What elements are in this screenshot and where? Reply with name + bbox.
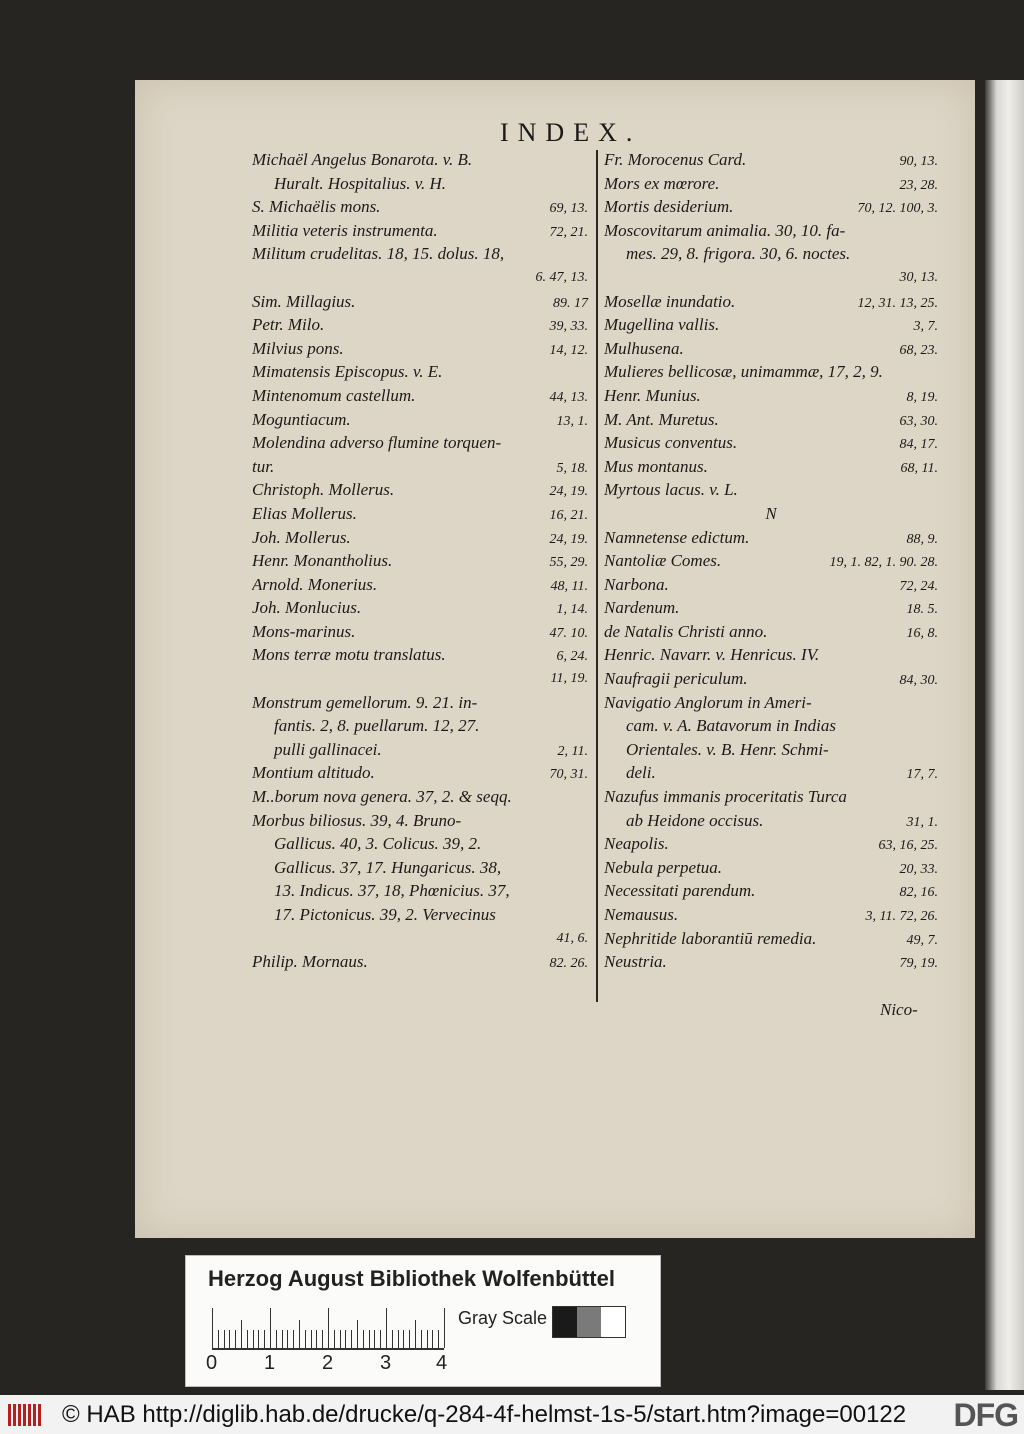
index-entry-text: Molendina adverso flumine torquen- <box>252 433 502 453</box>
index-entry-ref: 6. 47, 13. <box>535 269 588 285</box>
index-entry-ref: 82, 16. <box>899 885 938 901</box>
index-entry <box>604 856 938 880</box>
ruler-number: 2 <box>322 1352 334 1374</box>
ruler-number: 1 <box>264 1352 276 1374</box>
index-entry-ref: 8, 19. <box>906 389 938 405</box>
index-entry <box>604 195 938 219</box>
ruler-tick <box>403 1330 404 1348</box>
index-entry <box>604 478 938 502</box>
index-entry-text: Mors ex mœrore. <box>604 173 720 193</box>
index-entry <box>604 879 938 903</box>
ruler-tick <box>229 1330 230 1348</box>
index-entry-text: Myrtous lacus. v. L. <box>604 480 738 500</box>
index-entry <box>604 337 938 361</box>
index-entry <box>252 172 588 196</box>
index-entry-text: 13. Indicus. 37, 18, Phœnicius. 37, <box>274 881 510 901</box>
index-entry <box>604 384 938 408</box>
index-entry-text: Nantoliæ Comes. <box>604 551 722 571</box>
index-entry-text: Neapolis. <box>604 834 669 854</box>
index-entry <box>604 785 938 809</box>
index-entry-ref: 72, 24. <box>899 578 938 594</box>
index-entry-ref: 44, 13. <box>549 389 588 405</box>
index-entry-text: Moscovitarum animalia. 30, 10. fa- <box>604 220 846 240</box>
index-entry-ref: 39, 33. <box>549 319 588 335</box>
index-entry <box>604 927 938 951</box>
index-entry <box>252 549 588 573</box>
index-entry-ref: 20, 33. <box>899 861 938 877</box>
index-entry <box>604 596 938 620</box>
index-entry-text: Mimatensis Episcopus. v. E. <box>252 362 443 382</box>
index-entry-ref: 31, 1. <box>906 814 938 830</box>
ruler-tick <box>270 1308 271 1348</box>
index-entry <box>604 526 938 550</box>
index-entry-text: M. Ant. Muretus. <box>604 409 719 429</box>
ruler-tick <box>345 1330 346 1348</box>
index-entry <box>252 667 588 691</box>
ruler-tick <box>218 1330 219 1348</box>
ruler-tick <box>369 1330 370 1348</box>
ruler-tick <box>224 1330 225 1348</box>
grayscale-swatches <box>552 1306 626 1338</box>
index-entry-text: Orientales. v. B. Henr. Schmi- <box>626 739 829 759</box>
hab-logo-icon <box>8 1402 52 1428</box>
index-entry-text: 17. Pictonicus. 39, 2. Vervecinus <box>274 905 496 924</box>
copyright-link[interactable]: © HAB http://diglib.hab.de/drucke/q-284-4f-helmst-1s-5/start.htm?image=00122 <box>62 1400 907 1428</box>
index-column-right <box>604 148 938 974</box>
index-entry <box>252 290 588 314</box>
index-entry-text: Sim. Millagius. <box>252 291 356 311</box>
index-entry <box>252 478 588 502</box>
ruler-tick <box>293 1330 294 1348</box>
ruler-tick <box>253 1330 254 1348</box>
index-entry-ref: 23, 28. <box>899 177 938 193</box>
index-entry-ref: 6, 24. <box>556 649 588 665</box>
index-entry <box>252 761 588 785</box>
index-entry-text: Mulieres bellicosæ, unimammæ, 17, 2, 9. <box>604 362 883 382</box>
index-entry-text: Philip. Mornaus. <box>252 952 368 972</box>
index-entry <box>252 832 588 856</box>
index-entry-text: Nazufus immanis proceritatis Turca <box>604 787 847 807</box>
index-entry <box>604 266 938 290</box>
index-entry <box>252 408 588 432</box>
index-entry <box>604 431 938 455</box>
index-entry <box>604 691 938 715</box>
index-entry <box>252 431 588 455</box>
index-entry <box>252 691 588 715</box>
index-entry-ref: 2, 11. <box>557 743 588 759</box>
index-entry-text: Narbona. <box>604 574 669 594</box>
ruler-tick <box>380 1330 381 1348</box>
index-entry-text: M..borum nova genera. 37, 2. & seqq. <box>252 787 512 807</box>
index-entry-text: Militum crudelitas. 18, 15. dolus. 18, <box>252 244 505 264</box>
index-entry-text: Joh. Mollerus. <box>252 527 351 547</box>
ruler-tick <box>212 1308 213 1348</box>
index-entry-text: Moguntiacum. <box>252 409 351 429</box>
ruler-tick <box>432 1330 433 1348</box>
index-entry <box>252 809 588 833</box>
index-entry <box>252 455 588 479</box>
index-entry-ref: 18. 5. <box>906 602 938 618</box>
ruler-tick <box>421 1330 422 1348</box>
ruler-tick <box>374 1330 375 1348</box>
ruler-tick <box>282 1330 283 1348</box>
index-entry-text: Nardenum. <box>604 598 680 618</box>
index-entry <box>604 738 938 762</box>
footer-bar <box>0 1395 1024 1434</box>
index-entry <box>252 313 588 337</box>
ruler-tick <box>351 1330 352 1348</box>
index-entry-text: Navigatio Anglorum in Ameri- <box>604 692 812 712</box>
index-entry <box>604 455 938 479</box>
index-entry-text: Milvius pons. <box>252 338 344 358</box>
index-entry-ref: 84, 17. <box>899 437 938 453</box>
index-entry-ref: 79, 19. <box>899 956 938 972</box>
index-entry <box>604 502 938 526</box>
index-entry <box>252 903 588 927</box>
index-entry-ref: 24, 19. <box>549 531 588 547</box>
index-entry-text: fantis. 2, 8. puellarum. 12, 27. <box>274 716 480 736</box>
index-entry <box>604 360 938 384</box>
index-entry <box>252 384 588 408</box>
ruler-number: 4 <box>436 1352 448 1374</box>
index-entry-ref: 69, 13. <box>549 201 588 217</box>
index-entry-text: mes. 29, 8. frigora. 30, 6. noctes. <box>626 244 851 264</box>
index-entry-ref: 12, 31. 13, 25. <box>857 295 938 311</box>
index-entry-ref: 49, 7. <box>906 932 938 948</box>
index-entry <box>252 738 588 762</box>
index-entry-text: Gallicus. 40, 3. Colicus. 39, 2. <box>274 834 482 854</box>
ruler-tick <box>316 1330 317 1348</box>
index-entry <box>252 879 588 903</box>
index-entry-ref: 89. 17 <box>553 295 588 311</box>
ruler-number: 0 <box>206 1352 218 1374</box>
index-entry <box>252 148 588 172</box>
index-entry <box>252 266 588 290</box>
index-entry-ref: 3, 11. 72, 26. <box>865 909 938 924</box>
index-entry-text: Mosellæ inundatio. <box>604 291 736 311</box>
index-entry <box>252 714 588 738</box>
index-entry <box>604 172 938 196</box>
index-entry-ref: 68, 11. <box>900 460 938 476</box>
index-entry-text: Militia veteris instrumenta. <box>252 220 438 240</box>
index-entry <box>604 290 938 314</box>
index-entry <box>604 573 938 597</box>
index-entry-ref: 14, 12. <box>549 342 588 358</box>
index-entry-text: Mus montanus. <box>604 456 708 476</box>
ruler-tick <box>392 1330 393 1348</box>
index-entry-text: Elias Mollerus. <box>252 503 357 523</box>
index-entry-text: Naufragii periculum. <box>604 669 748 689</box>
index-entry-text: Gallicus. 37, 17. Hungaricus. 38, <box>274 857 502 877</box>
index-entry-ref: 47. 10. <box>549 625 588 641</box>
index-entry-ref: 55, 29. <box>549 555 588 571</box>
index-entry-text: Mortis desiderium. <box>604 197 734 217</box>
index-entry-ref: 16, 21. <box>549 507 588 523</box>
index-entry-text: Mugellina vallis. <box>604 315 720 335</box>
index-entry-ref: 72, 21. <box>549 224 588 240</box>
index-entry <box>252 620 588 644</box>
index-entry-text: Nemausus. <box>604 905 679 924</box>
index-entry <box>252 573 588 597</box>
index-entry-text: Neustria. <box>604 952 667 972</box>
index-entry-text: Nephritide laborantiū remedia. <box>604 928 817 948</box>
index-entry <box>252 643 588 667</box>
index-entry <box>604 667 938 691</box>
index-entry <box>252 219 588 243</box>
index-entry-ref: 63, 30. <box>899 413 938 429</box>
dfg-logo: DFG <box>953 1397 1018 1433</box>
index-entry <box>604 242 938 266</box>
ruler-tick <box>235 1330 236 1348</box>
grayscale-label: Gray Scale <box>458 1308 548 1328</box>
index-entry <box>604 761 938 785</box>
ruler-tick <box>241 1320 242 1348</box>
index-entry-text: Mintenomum castellum. <box>252 385 416 405</box>
ruler-tick <box>305 1330 306 1348</box>
index-entry-text: Petr. Milo. <box>252 315 325 335</box>
index-entry-text: cam. v. A. Batavorum in Indias <box>626 716 836 736</box>
index-entry-text: Morbus biliosus. 39, 4. Bruno- <box>252 810 462 830</box>
index-entry-ref: 90, 13. <box>899 154 938 169</box>
index-entry <box>604 950 938 974</box>
index-entry <box>604 832 938 856</box>
index-entry-text: Huralt. Hospitalius. v. H. <box>274 173 447 193</box>
index-entry-text: Henr. Munius. <box>604 385 701 405</box>
column-divider <box>596 150 598 1002</box>
index-entry-text: Michaël Angelus Bonarota. v. B. <box>252 150 473 169</box>
index-column-left <box>252 148 588 974</box>
index-entry-text: pulli gallinacei. <box>274 739 382 759</box>
index-entry-text: Henric. Navarr. v. Henricus. IV. <box>604 645 820 665</box>
index-entry <box>252 337 588 361</box>
index-entry-text: ab Heidone occisus. <box>626 810 764 830</box>
measurement-ruler <box>212 1306 444 1350</box>
index-entry <box>252 927 588 951</box>
index-entry <box>252 195 588 219</box>
index-entry-ref: 30, 13. <box>899 269 938 285</box>
index-entry-text: deli. <box>626 763 656 783</box>
index-entry-text: Joh. Monlucius. <box>252 598 362 618</box>
ruler-tick <box>386 1308 387 1348</box>
index-entry-ref: 17, 7. <box>906 767 938 783</box>
ruler-tick <box>247 1330 248 1348</box>
ruler-tick <box>409 1330 410 1348</box>
index-entry <box>604 148 938 172</box>
index-entry-text: Musicus conventus. <box>604 433 738 453</box>
index-entry-ref: 1, 14. <box>556 602 588 618</box>
index-entry-text: Monstrum gemellorum. 9. 21. in- <box>252 692 478 712</box>
index-entry-ref: 70, 12. 100, 3. <box>857 201 938 217</box>
index-entry-text: Mons-marinus. <box>252 621 356 641</box>
index-entry-ref: 5, 18. <box>556 460 588 476</box>
index-entry-ref: 11, 19. <box>550 671 588 687</box>
index-entry-ref: 82. 26. <box>549 956 588 972</box>
index-entry <box>604 313 938 337</box>
catchword: Nico- <box>880 1000 918 1019</box>
library-name: Herzog August Bibliothek Wolfenbüttel <box>208 1266 615 1291</box>
index-entry-ref: 88, 9. <box>906 531 938 547</box>
index-entry <box>252 596 588 620</box>
ruler-tick <box>287 1330 288 1348</box>
ruler-number: 3 <box>380 1352 392 1374</box>
index-entry-text: Mulhusena. <box>604 338 684 358</box>
index-entry <box>252 785 588 809</box>
index-entry-text: Montium altitudo. <box>252 763 375 783</box>
ruler-tick <box>415 1320 416 1348</box>
index-entry <box>604 408 938 432</box>
page-edge-strip <box>985 80 1024 1390</box>
page-title: INDEX. <box>500 118 642 147</box>
index-entry <box>252 242 588 266</box>
ruler-tick <box>398 1330 399 1348</box>
index-entry-text: N <box>765 503 777 523</box>
index-entry-ref: 24, 19. <box>549 484 588 500</box>
ruler-tick <box>363 1330 364 1348</box>
grayscale-swatch <box>553 1307 577 1337</box>
ruler-tick <box>276 1330 277 1348</box>
index-entry <box>604 903 938 927</box>
index-entry <box>252 526 588 550</box>
index-entry-ref: 19, 1. 82, 1. 90. 28. <box>829 555 938 571</box>
index-entry-text: Fr. Morocenus Card. <box>604 150 747 169</box>
ruler-tick <box>328 1308 329 1348</box>
index-entry <box>252 950 588 974</box>
color-calibration-card <box>185 1255 661 1387</box>
grayscale-swatch <box>601 1307 625 1337</box>
index-entry-ref: 41, 6. <box>556 930 588 946</box>
index-entry-text: de Natalis Christi anno. <box>604 621 768 641</box>
index-entry <box>604 620 938 644</box>
index-entry-text: Namnetense edictum. <box>604 527 750 547</box>
index-entry-text: Mons terræ motu translatus. <box>252 645 446 665</box>
index-entry-ref: 16, 8. <box>906 625 938 641</box>
index-entry <box>604 643 938 667</box>
index-entry-text: Arnold. Monerius. <box>252 574 378 594</box>
ruler-tick <box>357 1320 358 1348</box>
ruler-tick <box>264 1330 265 1348</box>
index-entry-text: tur. <box>252 456 275 476</box>
ruler-tick <box>427 1330 428 1348</box>
index-entry-text: Christoph. Mollerus. <box>252 480 395 500</box>
index-entry-text: Necessitati parendum. <box>604 881 756 901</box>
index-entry <box>252 502 588 526</box>
index-entry-text: S. Michaëlis mons. <box>252 197 381 217</box>
index-entry-ref: 13, 1. <box>556 413 588 429</box>
ruler-tick <box>334 1330 335 1348</box>
index-entry-ref: 63, 16, 25. <box>878 838 938 854</box>
index-entry-ref: 48, 11. <box>550 578 588 594</box>
ruler-tick <box>311 1330 312 1348</box>
ruler-tick <box>438 1330 439 1348</box>
ruler-tick <box>299 1320 300 1348</box>
ruler-tick <box>322 1330 323 1348</box>
ruler-tick <box>340 1330 341 1348</box>
index-entry <box>252 856 588 880</box>
index-entry <box>604 714 938 738</box>
index-entry-ref: 70, 31. <box>549 767 588 783</box>
index-entry-ref: 3, 7. <box>913 319 938 335</box>
index-entry <box>252 360 588 384</box>
index-entry-ref: 68, 23. <box>899 342 938 358</box>
index-entry <box>604 549 938 573</box>
grayscale-swatch <box>577 1307 601 1337</box>
ruler-tick <box>444 1308 445 1348</box>
index-entry <box>604 809 938 833</box>
index-entry <box>604 219 938 243</box>
ruler-tick <box>258 1330 259 1348</box>
index-entry-text: Henr. Monantholius. <box>252 551 393 571</box>
index-entry-text: Nebula perpetua. <box>604 857 723 877</box>
index-entry-ref: 84, 30. <box>899 673 938 689</box>
